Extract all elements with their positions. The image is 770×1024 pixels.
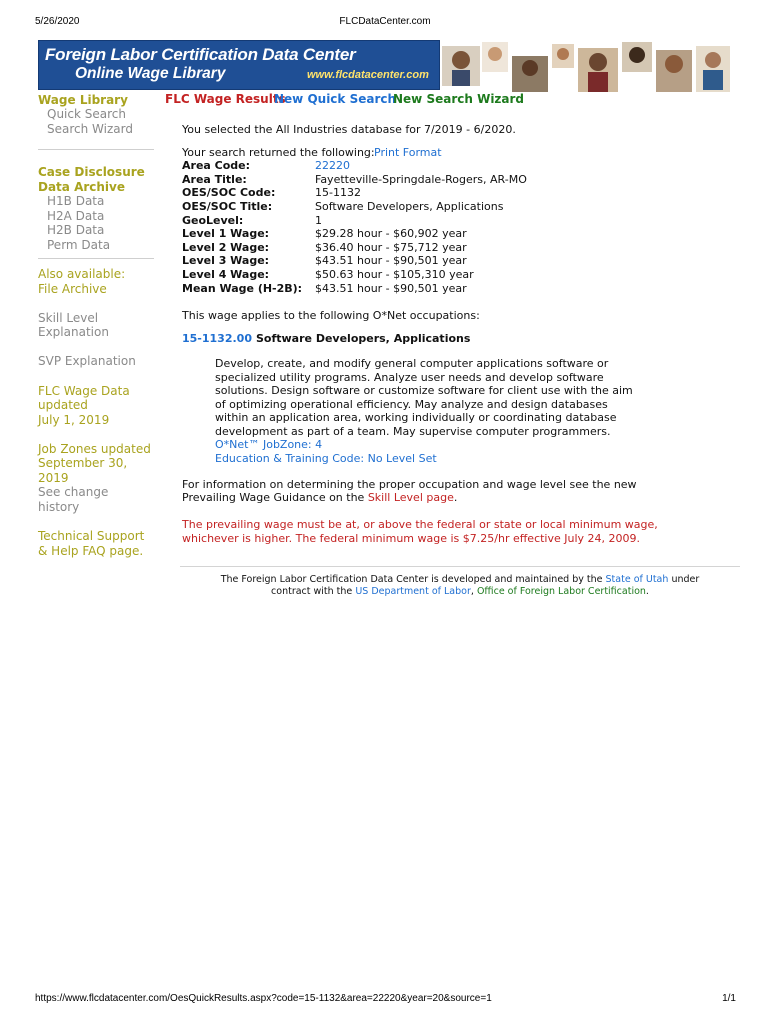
sidebar-history[interactable]: history (38, 500, 80, 514)
onet-jobzone-link[interactable]: O*Net™ JobZone: 4 (215, 438, 323, 451)
sidebar-job-zones-year: 2019 (38, 471, 69, 485)
credit-comma: , (470, 586, 474, 597)
sidebar-flc-date[interactable]: July 1, 2019 (38, 413, 110, 427)
onet-code-link[interactable]: 15-1132.00 (182, 332, 252, 345)
banner-url: www.flcdatacenter.com (307, 69, 429, 81)
site-banner[interactable] (38, 40, 732, 92)
banner-title: Foreign Labor Certification Data Center (45, 45, 356, 64)
guidance-end: . (453, 491, 458, 504)
sidebar-skill-level[interactable]: Skill Level (38, 311, 99, 325)
sidebar-also-available: Also available: (38, 267, 126, 281)
skill-level-link[interactable]: Skill Level page (367, 491, 454, 504)
guidance-text: Prevailing Wage Guidance on the (182, 491, 365, 504)
sidebar-file-archive[interactable]: File Archive (38, 282, 107, 296)
sidebar-skill-level-explanation[interactable]: Explanation (38, 325, 109, 339)
sidebar-h2a[interactable]: H2A Data (47, 209, 105, 223)
guidance-line: For information on determining the proper occupation and wage level see the new (182, 478, 637, 491)
result-label: OES/SOC Code: (182, 186, 276, 199)
onet-description-line: solutions. Design software or customize software for client use with the aim (215, 384, 633, 397)
state-of-utah-link[interactable]: State of Utah (605, 574, 669, 585)
onet-description-line: Develop, create, and modify general computer applications software or (215, 357, 609, 370)
area-code-link[interactable]: 22220 (315, 159, 350, 172)
credit-line-2 (180, 586, 740, 599)
sidebar-perm[interactable]: Perm Data (47, 238, 111, 252)
sidebar-svp-explanation[interactable]: SVP Explanation (38, 354, 136, 368)
sidebar-search-wizard[interactable]: Search Wizard (47, 122, 133, 136)
nav-flc-wage-results[interactable]: FLC Wage Results (165, 92, 286, 106)
sidebar-case-disclosure[interactable]: Case Disclosure (38, 165, 145, 179)
minimum-wage-warning: whichever is higher. The federal minimum wage is $7.25/hr effective July 24, 2009. (182, 532, 641, 545)
us-dol-link[interactable]: US Department of Labor (355, 586, 471, 597)
sidebar-flc-wage-data[interactable]: FLC Wage Data (38, 384, 130, 398)
result-value: $43.51 hour - $90,501 year (315, 282, 467, 295)
sidebar-divider (38, 149, 154, 150)
sidebar-job-zones-date: September 30, (38, 456, 128, 470)
returned-text: Your search returned the following: (182, 146, 375, 159)
sidebar-data-archive[interactable]: Data Archive (38, 180, 126, 194)
print-site: FLCDataCenter.com (339, 16, 431, 27)
credit-text: The Foreign Labor Certification Data Center is developed and maintained by the (220, 574, 603, 585)
onet-description-line: specialized utility programs. Analyze user needs and develop software (215, 371, 604, 384)
credit-line-1 (180, 574, 740, 587)
credit-text: under (671, 574, 700, 585)
education-training-link[interactable]: Education & Training Code: No Level Set (215, 452, 437, 465)
credit-text: contract with the (271, 586, 353, 597)
result-label: Level 4 Wage: (182, 268, 270, 281)
selection-text: You selected the All Industries database for 7/2019 - 6/2020. (182, 123, 516, 136)
sidebar-help-faq[interactable]: & Help FAQ page. (38, 544, 144, 558)
onet-title: Software Developers, Applications (256, 332, 471, 345)
banner-subtitle: Online Wage Library (75, 65, 226, 82)
print-date: 5/26/2020 (35, 16, 80, 27)
guidance-line (182, 491, 457, 505)
print-format-link[interactable]: Print Format (374, 146, 442, 159)
result-value: $43.51 hour - $90,501 year (315, 254, 467, 267)
banner-photo-collage (440, 40, 732, 92)
result-label: GeoLevel: (182, 214, 244, 227)
sidebar-job-zones: Job Zones updated (38, 442, 151, 456)
result-label: Level 2 Wage: (182, 241, 270, 254)
result-label: Area Code: (182, 159, 251, 172)
result-label: Area Title: (182, 173, 247, 186)
onet-description-line: within an application area, working individually or coordinating database (215, 411, 617, 424)
result-value: Fayetteville-Springdale-Rogers, AR-MO (315, 173, 527, 186)
print-url: https://www.flcdatacenter.com/OesQuickResults.aspx?code=15-1132&area=22220&year=20&source=1 (35, 993, 492, 1004)
credit-end: . (645, 586, 649, 597)
sidebar-technical-support[interactable]: Technical Support (38, 529, 145, 543)
result-value: $29.28 hour - $60,902 year (315, 227, 467, 240)
print-page-number: 1/1 (722, 993, 736, 1004)
result-label: Level 1 Wage: (182, 227, 270, 240)
result-value: $36.40 hour - $75,712 year (315, 241, 467, 254)
result-value: 1 (315, 214, 322, 227)
sidebar-see-change[interactable]: See change (38, 485, 109, 499)
result-value: 15-1132 (315, 186, 361, 199)
result-label: Level 3 Wage: (182, 254, 270, 267)
result-label: Mean Wage (H-2B): (182, 282, 303, 295)
onet-description-line: of optimizing operational efficiency. May analyze and design databases (215, 398, 608, 411)
result-value: $50.63 hour - $105,310 year (315, 268, 474, 281)
sidebar-divider (38, 258, 154, 259)
result-value: Software Developers, Applications (315, 200, 504, 213)
onet-description-line: development as part of a team. May supervise computer programmers. (215, 425, 611, 438)
sidebar-quick-search[interactable]: Quick Search (47, 107, 126, 121)
onet-intro: This wage applies to the following O*Net occupations: (182, 309, 480, 322)
sidebar-wage-library[interactable]: Wage Library (38, 93, 128, 107)
oflc-link[interactable]: Office of Foreign Labor Certification (476, 586, 646, 597)
sidebar-h1b[interactable]: H1B Data (47, 194, 105, 208)
banner-logo[interactable] (38, 40, 440, 90)
sidebar-h2b[interactable]: H2B Data (47, 223, 105, 237)
nav-new-search-wizard[interactable]: New Search Wizard (393, 92, 525, 106)
result-label: OES/SOC Title: (182, 200, 273, 213)
nav-new-quick-search[interactable]: New Quick Search (274, 92, 397, 106)
footer-divider (180, 566, 740, 567)
sidebar-flc-updated[interactable]: updated (38, 398, 88, 412)
minimum-wage-warning: The prevailing wage must be at, or above the federal or state or local minimum wage, (182, 518, 658, 531)
